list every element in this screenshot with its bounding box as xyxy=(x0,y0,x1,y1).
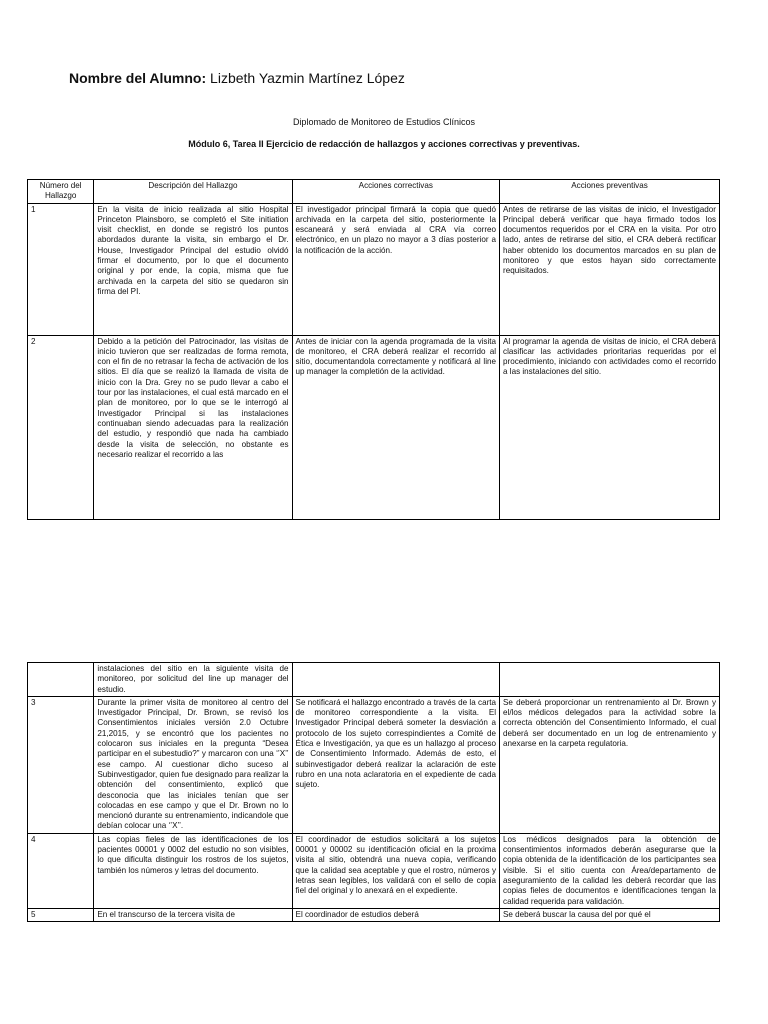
finding-number: 2 xyxy=(28,335,94,519)
course-title: Diplomado de Monitoreo de Estudios Clínicos xyxy=(292,117,476,127)
column-header-preventive: Acciones preventivas xyxy=(500,180,720,204)
preventive-action: Se deberá buscar la causa del por qué el xyxy=(500,908,720,921)
corrective-action: El investigador principal firmará la copia que quedó archivada en la carpeta del sitio, posteriormente la escaneará y será enviada al CRA vía correo electrónico, en un plazo no mayor a 3 días posterior a la notificación de la acción. xyxy=(292,203,499,335)
table-header-row xyxy=(28,180,720,204)
corrective-action xyxy=(292,663,499,697)
finding-number: 4 xyxy=(28,833,94,908)
preventive-action xyxy=(500,663,720,697)
column-header-corrective: Acciones correctivas xyxy=(292,180,499,204)
finding-number: 5 xyxy=(28,908,94,921)
finding-description: Debido a la petición del Patrocinador, las visitas de inicio tuvieron que ser realizadas de forma remota, con el fin de no retrasar la fecha de activación de los sitios. El día que se realizó la llamada de visita de inicio con la Dra. Grey no se pudo llevar a cabo el tour por las instalaciones, el cual está marcado en el plan de monitoreo, por lo que se le interrogó al Investigador Principal si las instalaciones continuaban siendo adecuadas para la realización del estudio, y respondió que nada ha cambiado desde la visita de selección, no obstante es necesario realizar el recorrido a las xyxy=(94,335,292,519)
findings-table-page-2 xyxy=(27,662,720,922)
finding-description: Durante la primer visita de monitoreo al centro del Investigador Principal, Dr. Brown, se revisó los Consentimientos iniciales versión 2.0 Octubre 21,2015, y se encontró que los pacientes no colocaron sus iniciales en la pregunta “Desea participar en el subestudio?” y marcaron con una ‘’X’’ ese campo. Al cuestionar dicho suceso al Subinvestigador, quien fue designado para realizar la obtención del consentimiento, explicó que desconocia que las iniciales tenían que ser colocadas en ese campo y que el Dr. Brown no lo mencionó durante su entrenamiento, indicandole que debían colocar una ‘’X’’. xyxy=(94,696,292,833)
corrective-action: El coordinador de estudios solicitará a los sujetos 00001 y 00002 su identificación oficial en la proxima visita al sitio, obtendrá una nueva copia, verificando que la calidad sea aceptable y que el rostro, números y letras sean legibles, los validará con el sello de copia fiel del original y lo anexará en el expediente. xyxy=(292,833,499,908)
student-label: Nombre del Alumno: xyxy=(69,70,207,86)
table-row xyxy=(28,335,720,519)
finding-description: En la visita de inicio realizada al sitio Hospital Princeton Plainsboro, se completó el Site initiation visit checklist, en donde se registró los puntos abordados durante la visita, sin embargo el Dr. House, Investigador Principal del estudio olvidó firmar el documento, por lo que el documento original y por ende, la copia, misma que fue archivada en la carpeta del sitio se quedaron sin firma del PI. xyxy=(94,203,292,335)
table-row xyxy=(28,663,720,697)
preventive-action: Antes de retirarse de las visitas de inicio, el Investigador Principal deberá verificar que haya firmado todos los documentos requeridos por el CRA en la visita. Por otro lado, antes de retirarse del sitio, el CRA deberá rectificar haber obtenido los documentos marcados en su plan de monitoreo y que estos hayan sido correctamente requisitados. xyxy=(500,203,720,335)
table-row xyxy=(28,833,720,908)
column-header-number: Número del Hallazgo xyxy=(28,180,94,204)
finding-number xyxy=(28,663,94,697)
corrective-action: Se notificará el hallazgo encontrado a través de la carta de monitoreo correspondiente a la visita. El Investigador Principal deberá someter la desviación a protocolo de los sujeto correspindientes a Comité de Ética e Investigación, ya que es un hallazgo al proceso de Consentimiento Informado. Además de esto, el subinvestigador deberá realizar la aclaración de este rubro en una nota aclaratoria en el expediente de cada sujeto. xyxy=(292,696,499,833)
finding-description: Las copias fieles de las identificaciones de los pacientes 00001 y 0002 del estudio no son visibles, lo que dificulta distinguir los rostros de los sujetos, también los números y letras del documento. xyxy=(94,833,292,908)
preventive-action: Los médicos designados para la obtención de consentimientos informados deberán asegurarse que la copia obtenida de la identificación de los participantes sea visible. Si el sitio cuenta con Área/departamento de aseguramiento de la calidad les deberá recordar que las copias fieles de documentos e identificaciones tengan la calidad requerida para validación. xyxy=(500,833,720,908)
table-row xyxy=(28,203,720,335)
corrective-action: Antes de iniciar con la agenda programada de la visita de monitoreo, el CRA deberá realizar el recorrido al sitio, documentandola correctamente y notificará al line up manager la completión de la actividad. xyxy=(292,335,499,519)
table-row xyxy=(28,908,720,921)
finding-description: En el transcurso de la tercera visita de xyxy=(94,908,292,921)
finding-description: instalaciones del sitio en la siguiente visita de monitoreo, por solicitud del line up manager del estudio. xyxy=(94,663,292,697)
student-name-line xyxy=(69,70,405,86)
table-row xyxy=(28,696,720,833)
module-title: Módulo 6, Tarea II Ejercicio de redacción de hallazgos y acciones correctivas y preventivas. xyxy=(188,139,580,149)
finding-number: 3 xyxy=(28,696,94,833)
findings-table-page-1 xyxy=(27,179,720,520)
student-name: Lizbeth Yazmin Martínez López xyxy=(206,70,405,86)
preventive-action: Al programar la agenda de visitas de inicio, el CRA deberá clasificar las actividades prioritarias requeridas por el procedimiento, iniciando con actividades como el recorrido a las instalaciones del sitio. xyxy=(500,335,720,519)
corrective-action: El coordinador de estudios deberá xyxy=(292,908,499,921)
preventive-action: Se deberá proporcionar un rentrenamiento al Dr. Brown y el/los médicos delegados para la actividad sobre la correcta obtención del Consentimiento Informado, el cual deberá ser documentado en un log de entrenamiento y anexarse en la carpeta regulatoria. xyxy=(500,696,720,833)
column-header-description: Descripción del Hallazgo xyxy=(94,180,292,204)
finding-number: 1 xyxy=(28,203,94,335)
